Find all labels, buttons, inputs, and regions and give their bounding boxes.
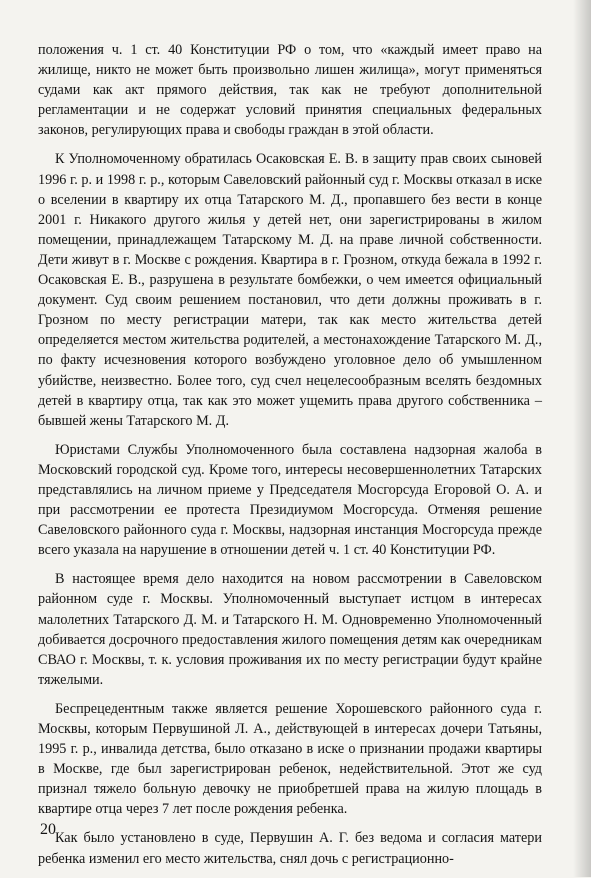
page-edge-shadow <box>573 0 591 877</box>
paragraph-5: Беспрецедентным также является решение Хорошевского районного суда г. Москвы, которым Первушиной Л. А., действующей в интересах дочери Татьяны, 1995 г. р., инвалида детства, было отказано в иске о признании продажи квартиры в Москве, где был зарегистрирован ребенок, недействительной. Этот же суд признал тяжело больную девочку не приобретшей права на жилую площадь в квартире отца через 7 лет после рождения ребенка. <box>38 700 542 818</box>
page-number: 20 <box>40 821 56 838</box>
page-body <box>38 40 542 878</box>
paragraph-3: Юристами Службы Уполномоченного была составлена надзорная жалоба в Московский городской суд. Кроме того, интересы несовершеннолетних Татарских представлялись на личном приеме у Председателя Мосгорсуда Егоровой О. А. и при рассмотрении ее протеста Президиумом Мосгорсуда. Отменяя решение Савеловского районного суда г. Москвы, надзорная инстанция Мосгорсуда прежде всего указала на нарушение в отношении детей ч. 1 ст. 40 Конституции РФ. <box>38 441 542 559</box>
paragraph-4: В настоящее время дело находится на новом рассмотрении в Савеловском районном суде г. Москвы. Уполномоченный выступает истцом в интересах малолетних Татарского Д. М. и Татарского Н. М. Одновременно Уполномоченный добивается досрочного предоставления жилого помещения детям как очередникам СВАО г. Москвы, т. к. условия проживания их по месту регистрации будут крайне тяжелыми. <box>38 571 542 688</box>
paragraph-1: положения ч. 1 ст. 40 Конституции РФ о том, что «каждый имеет право на жилище, никто не может быть произвольно лишен жилища», могут применяться судами как акт прямого действия, так как не требуют дополнительной регламентации и не содержат условий принятия специальных федеральных законов, регулирующих права и свободы граждан в этой области. <box>38 42 542 139</box>
paragraph-6: Как было установлено в суде, Первушин А. Г. без ведома и согласия матери ребенка изменил его место жительства, снял дочь с регистрационно- <box>38 830 542 867</box>
paragraph-2: К Уполномоченному обратилась Осаковская Е. В. в защиту прав своих сыновей 1996 г. р. и 1998 г. р., которым Савеловский районный суд г. Москвы отказал в иске о вселении в квартиру их отца Татарского М. Д., пропавшего без вести в конце 2001 г. Никакого другого жилья у детей нет, они зарегистрированы в жилом помещении, принадлежащем Татарскому М. Д. на праве личной собственности. Дети живут в г. Москве с рождения. Квартира в г. Грозном, откуда бежала в 1992 г. Осаковская Е. В., разрушена в результате бомбежки, о чем имеется официальный документ. Суд своим решением постановил, что дети должны проживать в г. Грозном по месту регистрации матери, так как место жительства детей определяется местом жительства родителей, а местонахождение Татарского М. Д., по факту исчезновения которого возбуждено уголовное дело об умышленном убийстве, неизвестно. Более того, суд счел нецелесообразным вселять бездомных детей в квартиру отца, так как это может ущемить права другого собственника – бывшей жены Татарского М. Д. <box>38 151 542 429</box>
